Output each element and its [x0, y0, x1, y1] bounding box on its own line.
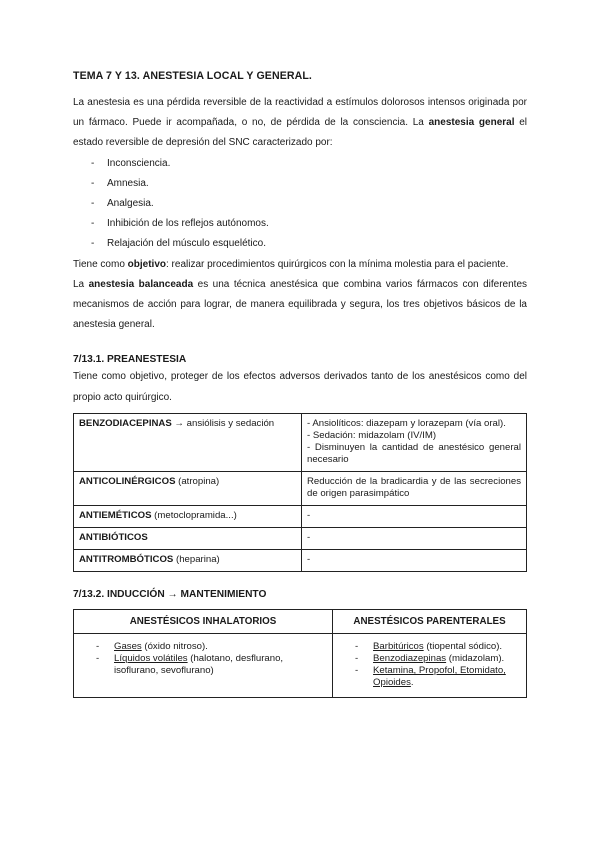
drug-name: ANTICOLINÉRGICOS	[79, 475, 176, 487]
drug-name: ANTITROMBÓTICOS	[79, 553, 174, 565]
section-heading-preanestesia: 7/13.1. PREANESTESIA	[73, 354, 187, 366]
drug-examples: .	[410, 676, 414, 688]
table-row	[74, 633, 527, 697]
intro-text-end: el estado reversible de depresión del SNC caracterizado por:	[73, 117, 528, 149]
column-header-parenterales: ANESTÉSICOS PARENTERALES	[333, 609, 527, 633]
drug-class: Ketamina, Propofol, Etomidato, Opioides	[373, 664, 506, 688]
list-item-text: Inconsciencia.	[107, 157, 171, 169]
dash-marker: -	[91, 198, 95, 210]
detail-line: - Sedación: midazolam (IV/IM)	[307, 429, 437, 441]
intro-text: La anestesia es una pérdida reversible de la reactividad a estímulos dolorosos intensos originada por un fármaco. Puede ir acompañada, o no, de pérdida de la consciencia. La	[73, 97, 527, 129]
column-header-inhalatorios: ANESTÉSICOS INHALATORIOS	[74, 609, 333, 633]
list-item-text: Analgesia.	[107, 198, 154, 210]
dash-marker: -	[355, 664, 359, 676]
detail-line: -	[307, 509, 311, 521]
list-item-text: Inhibición de los reflejos autónomos.	[107, 218, 269, 230]
objective-paragraph	[73, 255, 527, 275]
detail-line: -	[307, 531, 311, 543]
table-row	[74, 527, 527, 549]
objective-text: Tiene como	[73, 258, 128, 270]
table-row	[74, 505, 527, 527]
induccion-table	[73, 609, 527, 698]
dash-marker: -	[355, 652, 359, 664]
document-content	[73, 70, 527, 698]
objective-text-end: : realizar procedimientos quirúrgicos con la mínima molestia para el paciente.	[166, 258, 509, 270]
dash-marker: -	[91, 238, 95, 250]
list-item	[73, 194, 527, 214]
table-row	[74, 471, 527, 505]
drug-examples: (tiopental sódico).	[423, 640, 503, 652]
objective-bold: objetivo	[127, 258, 166, 270]
table-cell-detail	[302, 549, 527, 571]
list-item	[337, 665, 522, 689]
detail-line: - Disminuyen la cantidad de anestésico general necesario	[307, 441, 521, 465]
list-item	[78, 641, 328, 653]
table-cell-drug	[74, 505, 302, 527]
drug-examples: (halotano, desflurano, isoflurano, sevoflurano)	[114, 652, 284, 676]
table-cell-detail	[302, 413, 527, 471]
drug-name: ANTIBIÓTICOS	[79, 531, 148, 543]
balanced-paragraph	[73, 275, 527, 336]
dash-marker: -	[91, 218, 95, 230]
drug-class: Gases	[114, 640, 142, 652]
drug-extra: (atropina)	[175, 475, 220, 487]
list-item	[78, 653, 328, 677]
list-item	[73, 174, 527, 194]
drug-examples: (midazolam).	[446, 652, 505, 664]
table-cell-drug	[74, 527, 302, 549]
drug-extra: (heparina)	[173, 553, 220, 565]
table-cell-inhalatorios	[74, 633, 333, 697]
list-item	[337, 641, 522, 653]
balanced-text: La	[73, 278, 89, 290]
list-item	[73, 214, 527, 234]
document-title: TEMA 7 Y 13. ANESTESIA LOCAL Y GENERAL.	[73, 70, 312, 82]
characteristics-list	[73, 154, 527, 255]
intro-paragraph	[73, 93, 527, 154]
list-item	[337, 653, 522, 665]
drug-class: Líquidos volátiles	[114, 652, 188, 664]
balanced-text-end: es una técnica anestésica que combina varios fármacos con diferentes mecanismos de acción para lograr, de manera equilibrada y segura, los tres objetivos básicos de la anestesia general.	[73, 278, 528, 331]
dash-marker: -	[91, 157, 95, 169]
table-row	[74, 549, 527, 571]
table-cell-drug	[74, 471, 302, 505]
table-header-row	[74, 609, 527, 633]
drug-extra: (metoclopramida...)	[151, 509, 237, 521]
drug-name: BENZODIACEPINAS	[79, 417, 172, 429]
drug-extra: → ansiólisis y sedación	[171, 417, 275, 429]
detail-line: -	[307, 553, 311, 565]
detail-line: Reducción de la bradicardia y de las secreciones de origen parasimpático	[307, 475, 521, 499]
table-cell-detail	[302, 527, 527, 549]
list-item	[73, 234, 527, 254]
drug-name: ANTIEMÉTICOS	[79, 509, 152, 521]
table-cell-drug	[74, 413, 302, 471]
preanestesia-table	[73, 413, 527, 572]
table-cell-detail	[302, 505, 527, 527]
table-cell-parenterales	[333, 633, 527, 697]
drug-examples: (óxido nitroso).	[141, 640, 208, 652]
dash-marker: -	[91, 177, 95, 189]
drug-class: Benzodiazepinas	[373, 652, 447, 664]
table-cell-drug	[74, 549, 302, 571]
list-item-text: Amnesia.	[107, 177, 149, 189]
table-cell-detail	[302, 471, 527, 505]
balanced-bold: anestesia balanceada	[88, 278, 194, 290]
intro-bold-term: anestesia general	[428, 117, 515, 129]
dash-marker: -	[96, 640, 100, 652]
dash-marker: -	[355, 640, 359, 652]
table-row	[74, 413, 527, 471]
section-heading-induccion: 7/13.2. INDUCCIÓN → MANTENIMIENTO	[73, 588, 267, 600]
list-item-text: Relajación del músculo esquelético.	[107, 238, 266, 250]
preanestesia-paragraph: Tiene como objetivo, proteger de los efectos adversos derivados tanto de los anestésicos como del propio acto quirúrgico.	[73, 371, 527, 403]
list-item	[73, 154, 527, 174]
drug-class: Barbitúricos	[373, 640, 424, 652]
dash-marker: -	[96, 652, 100, 664]
detail-line: - Ansiolíticos: diazepam y lorazepam (vía oral).	[307, 417, 506, 429]
